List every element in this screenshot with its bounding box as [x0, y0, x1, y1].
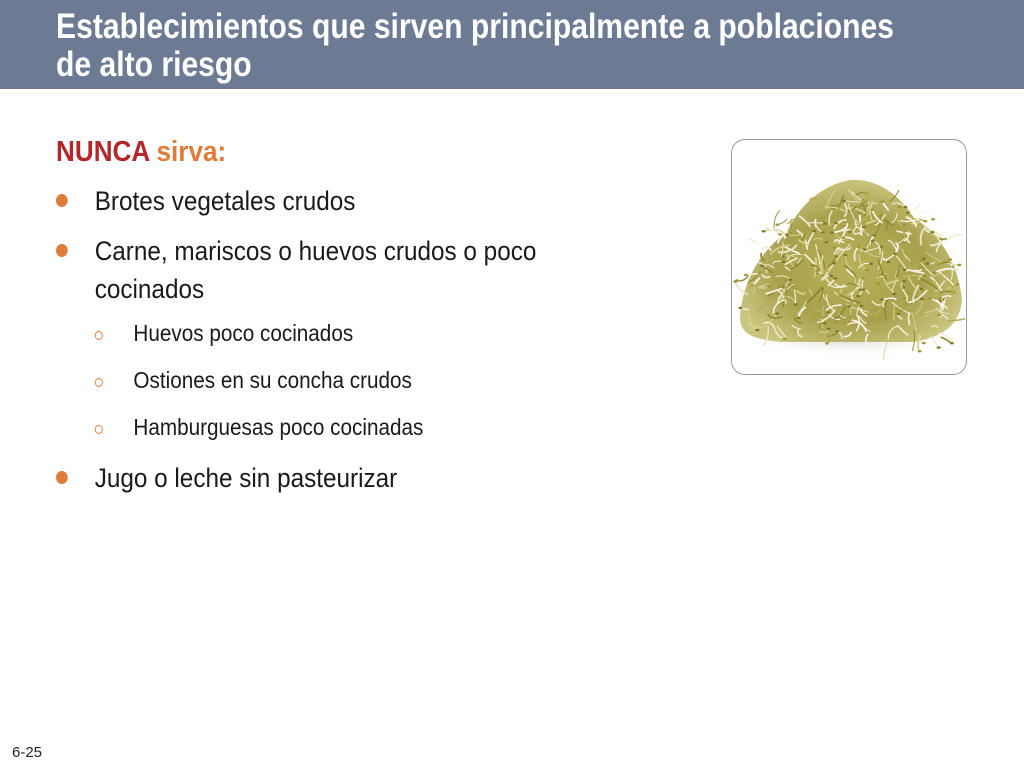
sprout-leaf	[930, 231, 934, 233]
sprout-strand	[914, 204, 920, 209]
bullet-dot-icon	[56, 194, 68, 207]
sprout-leaf	[856, 295, 860, 297]
sprout-strand	[945, 235, 963, 241]
sprout-leaf	[937, 346, 941, 348]
sprout-leaf	[831, 208, 835, 210]
sprout-leaf	[859, 289, 863, 291]
slide-title	[56, 7, 895, 84]
sprout-leaf	[938, 297, 942, 299]
sprout-leaf	[794, 303, 798, 305]
sprout-leaf	[785, 233, 789, 235]
sprout-leaf	[896, 313, 900, 315]
sprout-leaf	[882, 308, 886, 310]
sprout-leaf	[858, 212, 862, 214]
sprout-leaf	[823, 222, 827, 224]
sprout-leaf	[870, 209, 874, 211]
sprout-leaf	[832, 262, 836, 264]
sprout-leaf	[833, 277, 837, 279]
sprout-leaf	[892, 293, 896, 295]
sprout-strand	[762, 247, 771, 250]
sub-bullet-text: Huevos poco cocinados	[133, 320, 354, 346]
sprout-leaf	[841, 237, 845, 239]
sprout-leaf	[843, 254, 847, 256]
sprout-leaf	[865, 204, 869, 206]
sprout-leaf	[848, 231, 852, 233]
slide-title-line-1: Establecimientos que sirven principalmente a poblaciones	[56, 7, 895, 46]
sprout-leaf	[827, 328, 831, 330]
ring-bullet-icon	[95, 331, 103, 340]
sprout-leaf	[906, 212, 910, 214]
sprout-leaf	[823, 322, 827, 324]
sprout-leaf	[922, 342, 926, 344]
bullet-item	[56, 182, 596, 220]
sprout-leaf	[926, 262, 930, 264]
sprout-leaf	[755, 329, 759, 331]
sprout-leaf	[775, 312, 779, 314]
sprout-leaf	[834, 317, 838, 319]
sprout-leaf	[933, 271, 937, 273]
sprout-leaf	[833, 246, 837, 248]
sprout-leaf	[920, 298, 924, 300]
bullet-dot-icon	[56, 244, 68, 257]
sprout-leaf	[923, 220, 927, 222]
sprout-leaf	[855, 193, 859, 195]
sprout-leaf	[903, 269, 907, 271]
sprout-leaf	[950, 342, 954, 344]
sprout-leaf	[778, 233, 782, 235]
sprout-leaf	[899, 310, 903, 312]
sprout-leaf	[788, 232, 792, 234]
bullet-dot-icon	[56, 471, 68, 484]
sprout-leaf	[800, 260, 804, 262]
sprout-leaf	[902, 280, 906, 282]
sprout-leaf	[834, 255, 838, 257]
sprout-leaf	[788, 279, 792, 281]
sprout-leaf	[857, 246, 861, 248]
sprout-leaf	[812, 230, 816, 232]
sprout-leaf	[948, 258, 952, 260]
sub-bullet-text: Hamburguesas poco cocinadas	[133, 414, 424, 440]
heading-serve: sirva:	[156, 136, 227, 168]
sprouts-illustration	[732, 140, 966, 374]
sub-bullet-list	[56, 318, 596, 442]
sprout-strand	[766, 228, 781, 234]
ring-bullet-icon	[95, 378, 103, 387]
sprout-leaf	[886, 261, 890, 263]
sprout-leaf	[902, 224, 906, 226]
sprout-leaf	[781, 261, 785, 263]
sub-bullet-item	[56, 412, 596, 442]
sprout-leaf	[863, 248, 867, 250]
bullet-text: Carne, mariscos o huevos crudos o poco cocinados	[94, 236, 537, 304]
sprout-leaf	[830, 231, 834, 233]
sprout-leaf	[860, 305, 864, 307]
sprout-leaf	[879, 214, 883, 216]
sprout-leaf	[937, 314, 941, 316]
sprout-leaf	[957, 264, 961, 266]
ring-bullet-icon	[95, 425, 103, 434]
sprout-leaf	[776, 224, 780, 226]
sprout-leaf	[815, 270, 819, 272]
sprout-leaf	[744, 274, 748, 276]
sprout-leaf	[829, 275, 833, 277]
sprout-leaf	[919, 260, 923, 262]
sprout-leaf	[922, 258, 926, 260]
sprout-leaf	[738, 307, 742, 309]
sprout-leaf	[865, 269, 869, 271]
sprout-leaf	[885, 318, 889, 320]
section-heading	[56, 134, 596, 170]
sprout-leaf	[821, 274, 825, 276]
bullet-text: Brotes vegetales crudos	[94, 186, 356, 216]
sub-bullet-item	[56, 318, 596, 348]
bullet-item	[56, 232, 596, 308]
sprout-leaf	[797, 317, 801, 319]
sprout-leaf	[847, 305, 851, 307]
sprout-leaf	[898, 206, 902, 208]
sub-bullet-item	[56, 365, 596, 395]
bullet-text: Jugo o leche sin pasteurizar	[94, 463, 398, 493]
sprout-leaf	[919, 288, 923, 290]
slide-title-line-2: de alto riesgo	[56, 45, 252, 84]
sprout-leaf	[928, 297, 932, 299]
sprout-leaf	[825, 342, 829, 344]
sprout-strand	[948, 251, 956, 253]
bullet-item	[56, 459, 596, 497]
sprout-leaf	[871, 240, 875, 242]
sprout-leaf	[880, 299, 884, 301]
sprout-leaf	[762, 230, 766, 232]
sprout-leaf	[893, 252, 897, 254]
sprout-leaf	[939, 238, 943, 240]
sprouts-photo	[731, 139, 967, 375]
sprout-leaf	[955, 283, 959, 285]
sprout-leaf	[861, 277, 865, 279]
sprout-leaf	[733, 280, 737, 282]
sprout-leaf	[903, 206, 907, 208]
sprout-leaf	[826, 311, 830, 313]
heading-never: NUNCA	[56, 136, 150, 168]
sprout-leaf	[819, 287, 823, 289]
sprout-leaf	[922, 275, 926, 277]
sprout-leaf	[931, 218, 935, 220]
sprout-leaf	[760, 265, 764, 267]
sprout-leaf	[869, 263, 873, 265]
sprout-leaf	[835, 330, 839, 332]
slide-content	[56, 134, 596, 509]
sprout-leaf	[881, 201, 885, 203]
sprout-leaf	[862, 226, 866, 228]
sprout-leaf	[783, 338, 787, 340]
page-number: 6-25	[12, 744, 43, 761]
sub-bullet-text: Ostiones en su concha crudos	[133, 367, 412, 393]
sprout-leaf	[876, 282, 880, 284]
sprout-leaf	[825, 241, 829, 243]
sprout-strand	[750, 238, 757, 242]
sprout-leaf	[835, 321, 839, 323]
sprout-leaf	[918, 350, 922, 352]
